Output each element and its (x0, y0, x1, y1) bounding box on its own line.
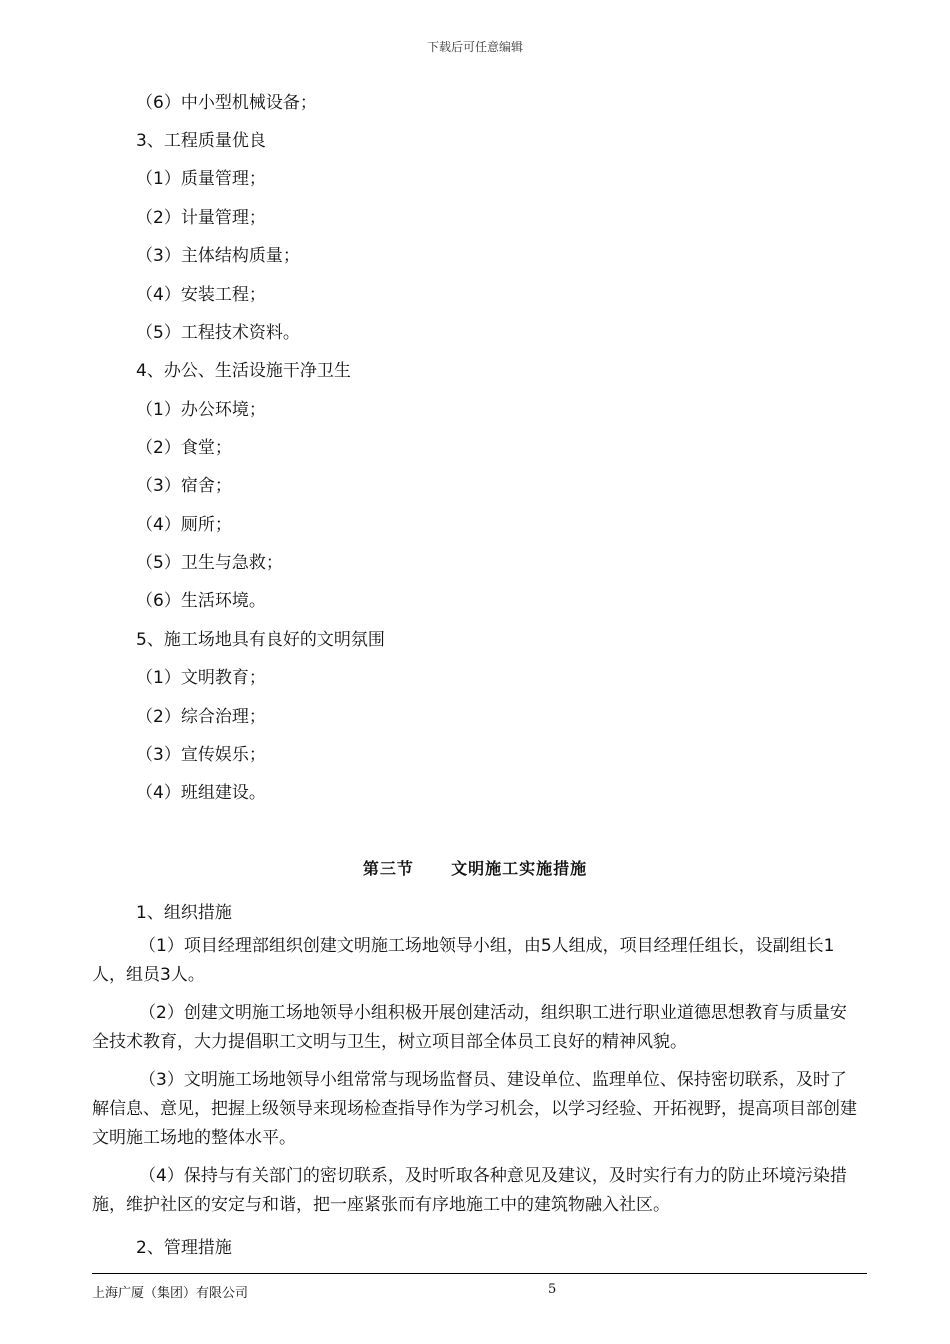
list-item: （1）办公环境； (136, 400, 266, 420)
paragraph-text: （2）创建文明施工场地领导小组积极开展创建活动，组织职工进行职业道德思想教育与质量安全技术教育，大力提倡职工文明与卫生，树立项目部全体员工良好的精神风貌。 (92, 1003, 847, 1052)
list-item: （4）厕所； (136, 515, 232, 535)
paragraph (92, 999, 860, 1057)
paragraph (92, 1162, 860, 1220)
list-heading: 4、办公、生活设施干净卫生 (136, 361, 351, 381)
paragraph (92, 1066, 860, 1153)
list-item: （3）宣传娱乐； (136, 745, 266, 765)
section-heading: 文明施工实施措施 (451, 859, 588, 878)
paragraph-text: （4）保持与有关部门的密切联系，及时听取各种意见及建议，及时实行有力的防止环境污染措施，维护社区的安定与和谐，把一座紧张而有序地施工中的建筑物融入社区。 (92, 1166, 847, 1215)
list-item: （4）班组建设。 (136, 783, 266, 803)
list-item: （1）文明教育； (136, 668, 266, 688)
list-item: （2）食堂； (136, 438, 232, 458)
footer-divider (92, 1273, 867, 1274)
list-item: （5）卫生与急救； (136, 553, 283, 573)
section-title (0, 856, 950, 879)
list-item: （6）中小型机械设备； (136, 93, 317, 113)
header-note: 下载后可任意编辑 (426, 40, 523, 54)
list-item: （3）宿舍； (136, 476, 232, 496)
paragraph-text: （1）项目经理部组织创建文明施工场地领导小组，由5人组成，项目经理任组长，设副组长1人，组员3人。 (92, 936, 835, 985)
list-item: （3）主体结构质量； (136, 246, 300, 266)
list-item: （2）计量管理； (136, 208, 266, 228)
list-heading: 5、施工场地具有良好的文明氛围 (136, 630, 385, 650)
page-number: 5 (548, 1282, 557, 1297)
list-item: （6）生活环境。 (136, 591, 266, 611)
paragraph-text: （3）文明施工场地领导小组常常与现场监督员、建设单位、监理单位、保持密切联系，及时了解信息、意见，把握上级领导来现场检查指导作为学习机会，以学习经验、开拓视野，提高项目部创建文明施工场地的整体水平。 (92, 1070, 857, 1148)
footer-company: 上海广厦（集团）有限公司 (92, 1286, 249, 1301)
subsection-heading: 2、管理措施 (136, 1238, 232, 1258)
subsection-heading: 1、组织措施 (136, 903, 232, 923)
list-item: （2）综合治理； (136, 707, 266, 727)
section-number: 第三节 (362, 859, 414, 878)
list-heading: 3、工程质量优良 (136, 131, 266, 151)
paragraph (92, 932, 860, 990)
list-item: （4）安装工程； (136, 285, 266, 305)
list-item: （1）质量管理； (136, 169, 266, 189)
list-item: （5）工程技术资料。 (136, 323, 300, 343)
